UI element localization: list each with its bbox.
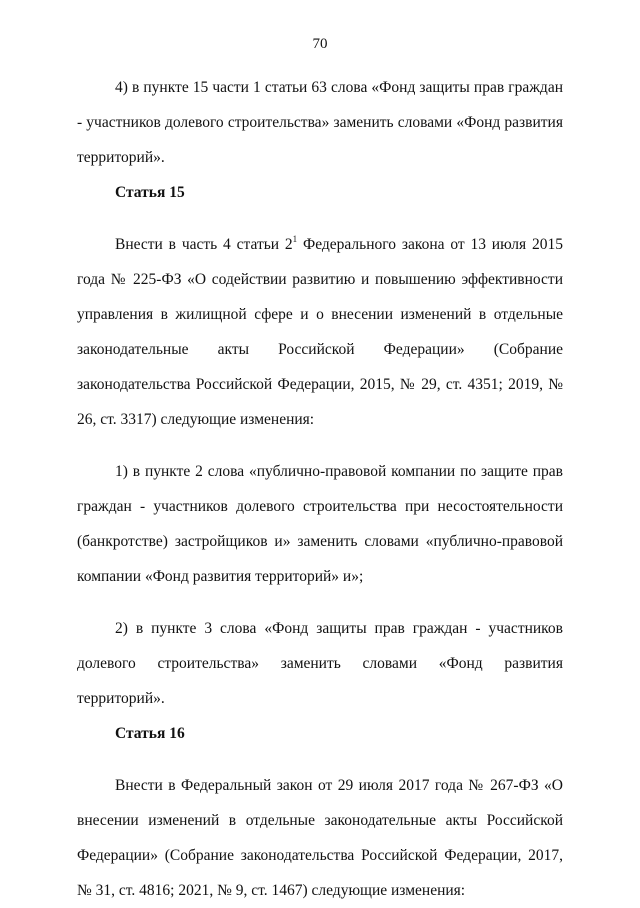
article-15-intro	[77, 227, 563, 437]
article-15-intro-start: Внести в часть 4 статьи 2	[115, 236, 293, 253]
paragraph-item-4: 4) в пункте 15 части 1 статьи 63 слова «Фонд защиты прав граждан - участников долевого строительства» заменить словами «Фонд развития территорий».	[77, 79, 563, 166]
page-number: 70	[312, 36, 328, 52]
article-16-heading: Статья 16	[115, 725, 185, 742]
article-15-item-1: 1) в пункте 2 слова «публично-правовой компании по защите прав граждан - участников долевого строительства при несостоятельности (банкротстве) застройщиков и» заменить словами «публично-правовой компании «Фонд развития территорий» и»;	[77, 463, 563, 585]
article-16-intro: Внести в Федеральный закон от 29 июля 2017 года № 267-ФЗ «О внесении изменений в отдельные законодательные акты Российской Федерации» (Собрание законодательства Российской Федерации, 2017, № 31, ст. 4816; 2021, № 9, ст. 1467) следующие изменения:	[77, 777, 563, 899]
superscript-marker: 1	[292, 234, 298, 244]
article-15-heading: Статья 15	[115, 184, 185, 201]
document-body	[77, 70, 563, 908]
article-15-item-2: 2) в пункте 3 слова «Фонд защиты прав граждан - участников долевого строительства» заменить словами «Фонд развития территорий».	[77, 620, 563, 707]
article-15-intro-rest: Федерального закона от 13 июля 2015 года № 225-ФЗ «О содействии развитию и повышению эффективности управления в жилищной сфере и о внесении изменений в отдельные законодательные акты Российской Федерации» (Собрание законодательства Российской Федерации, 2015, № 29, ст. 4351; 2019, № 26, ст. 3317) следующие изменения:	[77, 236, 563, 428]
